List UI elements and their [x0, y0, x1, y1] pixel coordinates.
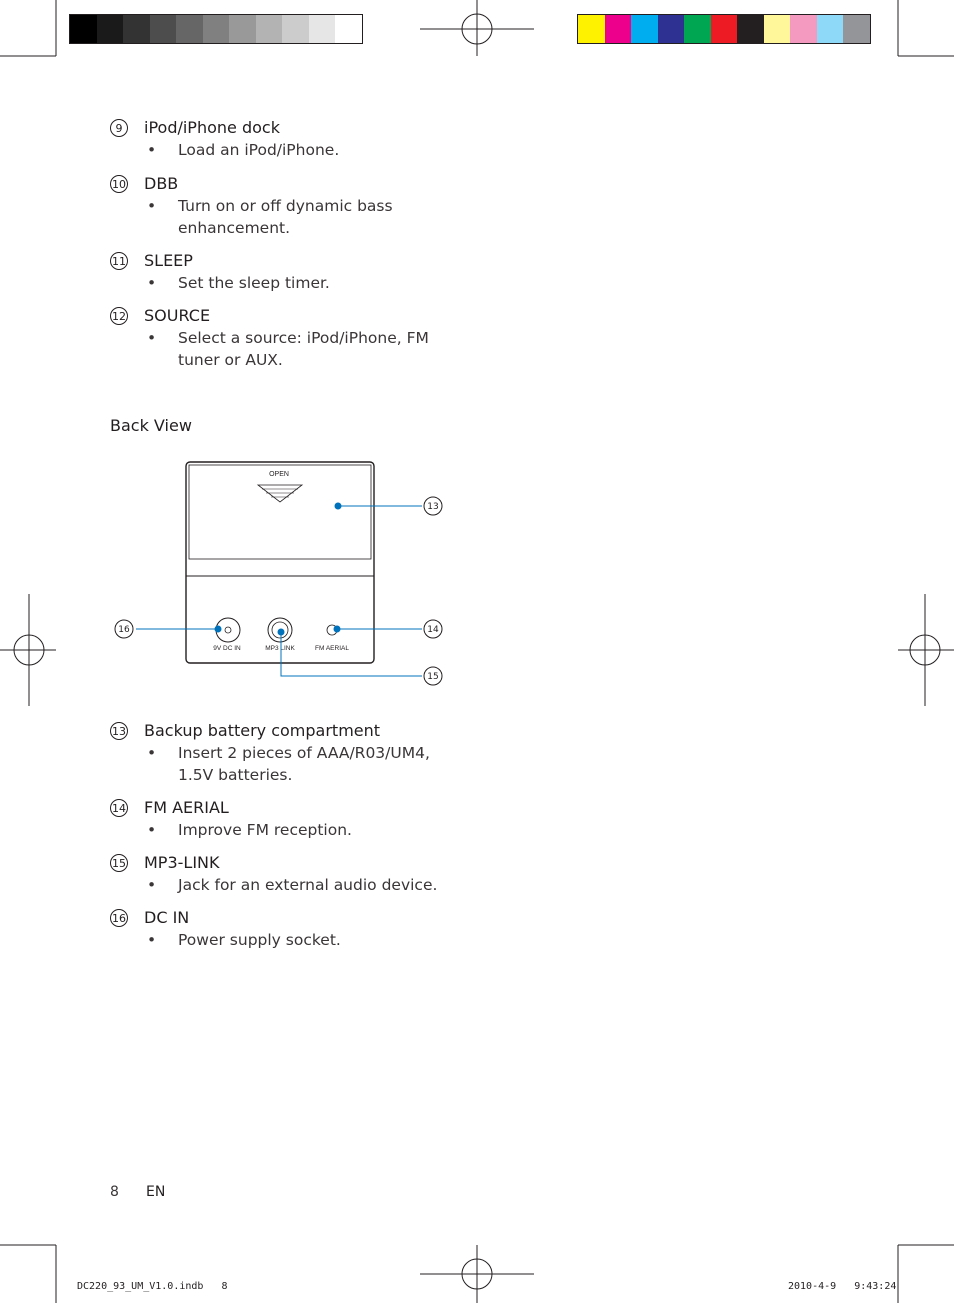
bullet-mark: • [147, 744, 157, 762]
color-swatch [737, 15, 764, 43]
color-swatch [605, 15, 632, 43]
feature-bullet [110, 929, 470, 951]
bullet-text: Turn on or off dynamic bass enhancement. [178, 197, 393, 237]
color-swatch [684, 15, 711, 43]
gray-swatch [70, 15, 97, 43]
bullet-text: Set the sleep timer. [178, 274, 330, 292]
gray-swatch [150, 15, 177, 43]
feature-title: Backup battery compartment [144, 721, 381, 740]
feature-section [110, 117, 470, 161]
back-view-diagram [100, 452, 460, 696]
feature-number-badge: 14 [110, 799, 128, 817]
feature-title: SOURCE [144, 306, 211, 325]
feature-heading [110, 907, 470, 929]
color-swatch [764, 15, 791, 43]
bullet-mark: • [147, 329, 157, 347]
color-swatch [843, 15, 870, 43]
feature-bullet [110, 819, 470, 841]
gray-swatch [256, 15, 283, 43]
feature-heading [110, 117, 470, 139]
feature-section [110, 720, 470, 786]
feature-title: MP3-LINK [144, 853, 220, 872]
bullet-text: Power supply socket. [178, 931, 341, 949]
gray-swatch [97, 15, 124, 43]
back-view-svg [100, 452, 460, 692]
callout-16-text: 16 [118, 625, 130, 635]
color-calibration-bar [577, 14, 871, 44]
feature-section [110, 173, 470, 239]
bullet-text: Improve FM reception. [178, 821, 352, 839]
color-swatch [711, 15, 738, 43]
feature-title: DBB [144, 174, 179, 193]
feature-heading [110, 250, 470, 272]
language-code: EN [146, 1184, 166, 1200]
feature-number-badge: 15 [110, 854, 128, 872]
feature-title: FM AERIAL [144, 798, 229, 817]
gray-swatch [123, 15, 150, 43]
gray-swatch [282, 15, 309, 43]
mp3-link-label: MP3 LINK [265, 645, 295, 652]
feature-heading [110, 797, 470, 819]
feature-bullet [110, 874, 470, 896]
print-slug-file: DC220_93_UM_V1.0.indb 8 [77, 1281, 228, 1292]
print-slug-timestamp: 2010-4-9 9:43:24 [788, 1281, 897, 1292]
feature-section [110, 907, 470, 951]
dc-in-label: 9V DC IN [213, 645, 241, 652]
feature-section [110, 250, 470, 294]
bullet-mark: • [147, 931, 157, 949]
gray-swatch [203, 15, 230, 43]
feature-bullet [110, 327, 470, 371]
feature-number-badge: 16 [110, 909, 128, 927]
feature-number-badge: 11 [110, 252, 128, 270]
feature-heading [110, 720, 470, 742]
bullet-mark: • [147, 821, 157, 839]
feature-title: iPod/iPhone dock [144, 118, 280, 137]
bullet-text: Load an iPod/iPhone. [178, 141, 340, 159]
color-swatch [631, 15, 658, 43]
gray-swatch [309, 15, 336, 43]
bullet-text: Select a source: iPod/iPhone, FM tuner or AUX. [178, 329, 429, 369]
gray-swatch [335, 15, 362, 43]
color-swatch [658, 15, 685, 43]
feature-heading [110, 852, 470, 874]
fm-aerial-label: FM AERIAL [315, 645, 349, 652]
callout-15-text: 15 [427, 672, 439, 682]
feature-bullet [110, 139, 470, 161]
back-view-heading: Back View [110, 416, 192, 435]
gray-swatch [176, 15, 203, 43]
color-swatch [790, 15, 817, 43]
feature-number-badge: 10 [110, 175, 128, 193]
page-number: 8 [110, 1184, 119, 1200]
bullet-mark: • [147, 197, 157, 215]
feature-title: SLEEP [144, 251, 193, 270]
feature-number-badge: 9 [110, 119, 128, 137]
feature-number-badge: 12 [110, 307, 128, 325]
feature-bullet [110, 195, 470, 239]
feature-section [110, 852, 470, 896]
feature-heading [110, 173, 470, 195]
callout-14-text: 14 [427, 625, 439, 635]
bullet-text: Jack for an external audio device. [178, 876, 438, 894]
feature-section [110, 797, 470, 841]
color-swatch [578, 15, 605, 43]
open-label: OPEN [269, 471, 289, 478]
feature-title: DC IN [144, 908, 190, 927]
grayscale-calibration-bar [69, 14, 363, 44]
feature-section [110, 305, 470, 371]
bullet-mark: • [147, 876, 157, 894]
bullet-mark: • [147, 274, 157, 292]
feature-heading [110, 305, 470, 327]
feature-bullet [110, 272, 470, 294]
feature-bullet [110, 742, 470, 786]
feature-number-badge: 13 [110, 722, 128, 740]
callout-13-text: 13 [427, 502, 439, 512]
gray-swatch [229, 15, 256, 43]
color-swatch [817, 15, 844, 43]
bullet-mark: • [147, 141, 157, 159]
bullet-text: Insert 2 pieces of AAA/R03/UM4, 1.5V batteries. [178, 744, 430, 784]
